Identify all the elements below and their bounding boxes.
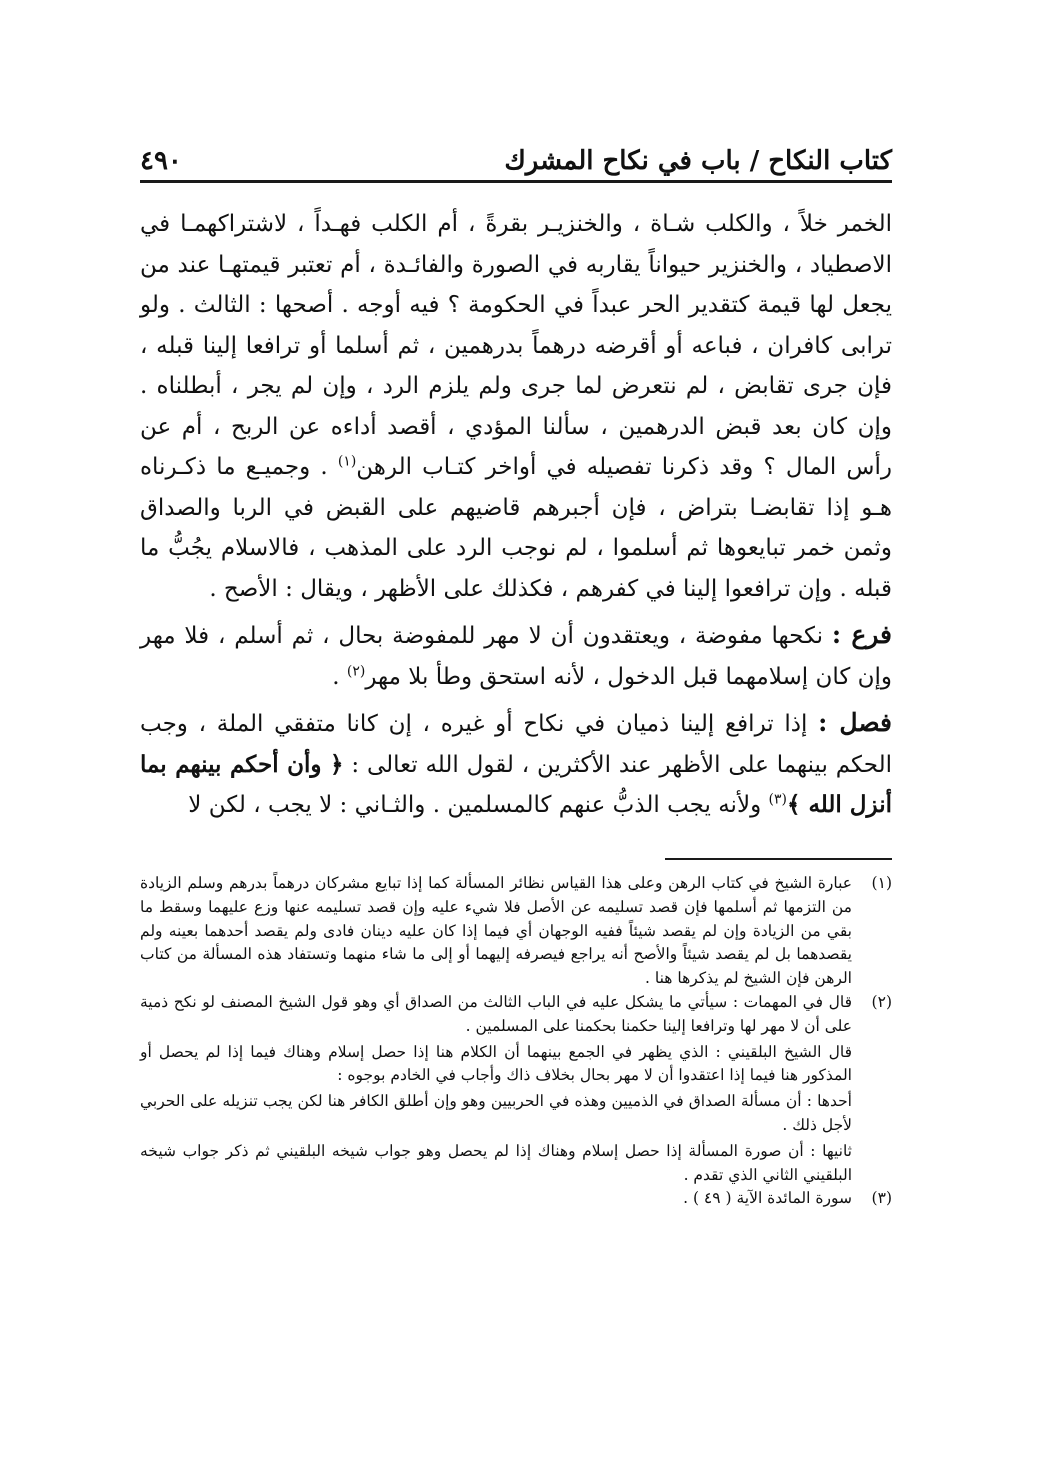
footnote-ref-2[interactable]: (٢) [346,662,366,679]
footnote-number: (١) [871,874,892,892]
footnote-3: (٣) سورة المائدة الآية ( ٤٩ ) . [140,1187,892,1211]
footnote-ref-3[interactable]: (٣) [768,791,787,808]
running-header [140,140,892,183]
main-text [140,204,892,826]
footnote-number: (٢) [871,992,892,1011]
footnote-2: (٢) قال في المهمات : سيأتي ما يشكل عليه في الباب الثالث من الصداق أي وهو قول الشيخ المصنف لو نكح ذمية على أن لا مهر لها وترافعا إلينا حكمنا بحكمنا على المسلمين . قال الشيخ البلقيني : الذي يظهر في الجمع بينهما أن الكلام هنا إذا حصل إسلام وهناك فيما إذا لم يحصل أو المذكور هنا فيما إذا اعتقدوا أن لا مهر بحال بخلاف ذاك وأجاب في الخادم بوجوه : أحدها : أن مسألة الصداق في الذميين وهذه في الحربيين وهو وإن أطلق الكافر هنا لكن يجب تنزيله على الحربي لأجل ذلك . ثانيها : أن صورة المسألة إذا حصل إسلام وهناك إذا لم يحصل وهو جواب شيخه البلقيني ثم ذكر جواب شيخه البلقيني الثاني الذي تقدم . [140,992,892,1184]
paragraph-1: الخمر خلاً ، والكلب شـاة ، والخنزيـر بقرةً ، أم الكلب فهـداً ، لاشتراكهمـا في الاصطياد ، والخنزير حيواناً يقاربه في الصورة والفائـدة ، أم تعتبر قيمتهـا عند من يجعل لها قيمة كتقدير الحر عبداً في الحكومة ؟ فيه أوجه . أصحها : الثالث . ولو ترابى كافران ، فباعه أو أقرضه درهماً بدرهمين ، ثم أسلما أو ترافعا إلينا قبله ، فإن جرى تقابض ، لم نتعرض لما جرى ولم يلزم الرد ، وإن لم يجر ، أبطلناه . وإن كان بعد قبض الدرهمين ، سألنا المؤدي ، أقصد أداءه عن الربح ، أم عن رأس المال ؟ وقد ذكرنا تفصيله في أواخر كتـاب الرهن$^{(١)}$ . وجميـع ما ذكـرناه هـو إذا تقابضـا بتراض ، فإن أجبرهم قاضيهم على القبض في الربا والصداق وثمن خمر تبايعوها ثم أسلموا ، لم نوجب الرد على المذهب ، فالاسلام يجُبُّ ما قبله . وإن ترافعوا إلينا في كفرهم ، فكذلك على الأظهر ، ويقال : الأصح . [140,211,892,602]
footnote-separator [665,858,892,860]
footnotes [140,872,892,1211]
quran-verse: ﴿ وأن أحكم بينهم بما أنزل الله ﴾ [140,750,892,818]
header-title: كتاب النكاح / باب في نكاح المشرك [504,146,892,176]
page-number: ٤٩٠ [140,146,182,176]
footnote-1: (١) عبارة الشيخ في كتاب الرهن وعلى هذا القياس نظائر المسألة كما إذا تبايع مشركان درهماً بدرهم وسلم الزيادة من التزمها ثم أسلمها فإن قصد تسليمه عن الأصل فلا شيء عليه وإن قصد تسليمه عنها وزع عليهما وسقط ما بقي من الزيادة وإن لم يقصد شيئاً ففيه الوجهان أي فيما إذا كان عليه دينان فادى ولم يقصد أحدهما بعينه ولم يقصدهما بل لم يقصد شيئاً والأصح أنه يراجع فيصرفه إليهما أو إلى ما شاء منهما وتستفاد هذه المسألة من كتاب الرهن فإن الشيخ لم يذكرها هنا . [140,874,892,988]
paragraph-fasl: فصل : إذا ترافع إلينا ذميان في نكاح أو غيره ، إن كانا متفقي الملة ، وجب الحكم بينهما على الأظهر عند الأكثرين ، لقول الله تعالى : ﴿ وأن أحكم بينهم بما أنزل الله ﴾$^{(٣)}$ ولأنه يجب الذبُّ عنهم كالمسلمين . والثـاني : لا يجب ، لكن لا [140,708,893,818]
paragraph-far3: فرع : نكحها مفوضة ، ويعتقدون أن لا مهر للمفوضة بحال ، ثم أسلم ، فلا مهر وإن كان إسلامهما قبل الدخول ، لأنه استحق وطأ بلا مهر$^{(٢)}$ . [140,620,893,690]
section-lead-fasl: فصل : [818,708,893,737]
footnote-number: (٣) [871,1189,892,1208]
footnote-ref-1[interactable]: (١) [337,453,357,470]
section-lead-far3: فرع : [831,620,893,649]
